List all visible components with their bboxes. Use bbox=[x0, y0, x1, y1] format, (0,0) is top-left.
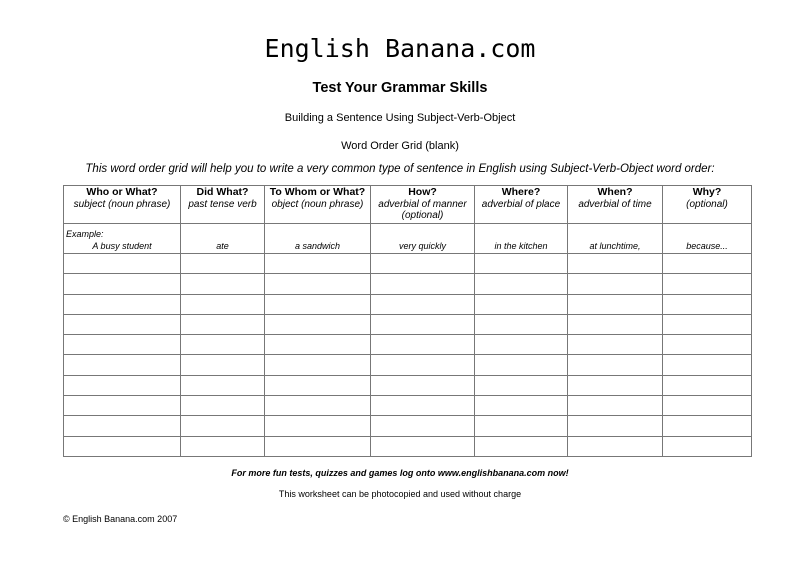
blank-row bbox=[64, 274, 752, 294]
blank-cell[interactable] bbox=[64, 254, 181, 274]
blank-row bbox=[64, 294, 752, 314]
column-header bbox=[568, 186, 663, 224]
blank-cell[interactable] bbox=[568, 274, 663, 294]
column-header bbox=[181, 186, 265, 224]
page-title: Test Your Grammar Skills bbox=[312, 80, 488, 96]
column-subtitle: subject (noun phrase) bbox=[73, 198, 171, 210]
column-subtitle: past tense verb bbox=[188, 198, 257, 210]
blank-cell[interactable] bbox=[265, 294, 371, 314]
blank-cell[interactable] bbox=[265, 355, 371, 375]
blank-cell[interactable] bbox=[265, 396, 371, 416]
blank-cell[interactable] bbox=[371, 355, 475, 375]
example-text: in the kitchen bbox=[494, 241, 548, 251]
blank-cell[interactable] bbox=[475, 396, 568, 416]
blank-cell[interactable] bbox=[265, 314, 371, 334]
blank-cell[interactable] bbox=[371, 274, 475, 294]
column-subtitle: adverbial of place bbox=[481, 198, 561, 210]
blank-row bbox=[64, 335, 752, 355]
blank-cell[interactable] bbox=[475, 274, 568, 294]
column-header bbox=[265, 186, 371, 224]
blank-cell[interactable] bbox=[663, 314, 752, 334]
subtitle-grid: Word Order Grid (blank) bbox=[341, 140, 459, 152]
blank-cell[interactable] bbox=[181, 375, 265, 395]
column-title: Where? bbox=[501, 186, 541, 198]
blank-cell[interactable] bbox=[181, 355, 265, 375]
example-text: at lunchtime, bbox=[589, 241, 641, 251]
blank-cell[interactable] bbox=[371, 396, 475, 416]
column-title: To Whom or What? bbox=[269, 186, 366, 198]
column-title: How? bbox=[408, 186, 437, 198]
copyright: © English Banana.com 2007 bbox=[63, 514, 178, 524]
subtitle: Building a Sentence Using Subject-Verb-Object bbox=[284, 112, 516, 124]
blank-cell[interactable] bbox=[265, 436, 371, 456]
example-cell bbox=[265, 224, 371, 254]
blank-cell[interactable] bbox=[568, 254, 663, 274]
example-label: Example: bbox=[66, 229, 104, 239]
blank-cell[interactable] bbox=[475, 335, 568, 355]
blank-cell[interactable] bbox=[64, 335, 181, 355]
photocopy-note: This worksheet can be photocopied and used without charge bbox=[278, 489, 522, 499]
blank-row bbox=[64, 254, 752, 274]
blank-cell[interactable] bbox=[181, 294, 265, 314]
column-title: When? bbox=[597, 186, 633, 198]
blank-cell[interactable] bbox=[64, 396, 181, 416]
example-cell bbox=[663, 224, 752, 254]
blank-cell[interactable] bbox=[371, 294, 475, 314]
blank-cell[interactable] bbox=[475, 375, 568, 395]
promo-text: For more fun tests, quizzes and games log onto www.englishbanana.com now! bbox=[231, 468, 569, 478]
blank-cell[interactable] bbox=[663, 254, 752, 274]
blank-cell[interactable] bbox=[371, 416, 475, 436]
blank-cell[interactable] bbox=[663, 335, 752, 355]
example-cell bbox=[64, 224, 181, 254]
blank-row bbox=[64, 375, 752, 395]
blank-cell[interactable] bbox=[265, 375, 371, 395]
blank-cell[interactable] bbox=[181, 254, 265, 274]
column-header bbox=[475, 186, 568, 224]
column-title: Did What? bbox=[196, 186, 249, 198]
blank-cell[interactable] bbox=[371, 436, 475, 456]
blank-cell[interactable] bbox=[568, 375, 663, 395]
example-cell bbox=[475, 224, 568, 254]
blank-cell[interactable] bbox=[568, 314, 663, 334]
blank-cell[interactable] bbox=[568, 416, 663, 436]
example-text: ate bbox=[216, 241, 229, 251]
example-text: because... bbox=[686, 241, 728, 251]
blank-cell[interactable] bbox=[181, 416, 265, 436]
blank-cell[interactable] bbox=[568, 355, 663, 375]
blank-cell[interactable] bbox=[181, 396, 265, 416]
example-row bbox=[64, 224, 752, 254]
blank-cell[interactable] bbox=[265, 274, 371, 294]
blank-cell[interactable] bbox=[663, 375, 752, 395]
blank-cell[interactable] bbox=[265, 254, 371, 274]
blank-cell[interactable] bbox=[371, 254, 475, 274]
blank-cell[interactable] bbox=[663, 355, 752, 375]
blank-cell[interactable] bbox=[475, 355, 568, 375]
blank-row bbox=[64, 416, 752, 436]
column-title: Who or What? bbox=[86, 186, 158, 198]
blank-cell[interactable] bbox=[663, 274, 752, 294]
blank-cell[interactable] bbox=[64, 274, 181, 294]
blank-cell[interactable] bbox=[265, 335, 371, 355]
blank-cell[interactable] bbox=[475, 254, 568, 274]
blank-cell[interactable] bbox=[181, 335, 265, 355]
blank-cell[interactable] bbox=[371, 335, 475, 355]
example-text: A busy student bbox=[92, 241, 152, 251]
blank-cell[interactable] bbox=[181, 314, 265, 334]
example-text: a sandwich bbox=[294, 241, 341, 251]
example-text: very quickly bbox=[398, 241, 446, 251]
blank-cell[interactable] bbox=[663, 436, 752, 456]
example-cell bbox=[568, 224, 663, 254]
blank-cell[interactable] bbox=[568, 335, 663, 355]
blank-row bbox=[64, 314, 752, 334]
word-order-grid bbox=[63, 185, 752, 457]
blank-cell[interactable] bbox=[568, 294, 663, 314]
column-header bbox=[663, 186, 752, 224]
blank-cell[interactable] bbox=[475, 436, 568, 456]
blank-row bbox=[64, 396, 752, 416]
column-subtitle: adverbial of time bbox=[578, 198, 652, 210]
blank-cell[interactable] bbox=[265, 416, 371, 436]
blank-cell[interactable] bbox=[181, 274, 265, 294]
blank-cell[interactable] bbox=[475, 416, 568, 436]
example-cell bbox=[181, 224, 265, 254]
blank-cell[interactable] bbox=[64, 355, 181, 375]
column-subtitle: object (noun phrase) bbox=[271, 198, 364, 210]
blank-cell[interactable] bbox=[663, 396, 752, 416]
logo: English Banana.com bbox=[264, 34, 536, 63]
header-row bbox=[64, 186, 752, 224]
blank-cell[interactable] bbox=[475, 314, 568, 334]
blank-cell[interactable] bbox=[475, 294, 568, 314]
blank-cell[interactable] bbox=[64, 294, 181, 314]
intro-text: This word order grid will help you to write a very common type of sentence in English using Subject-Verb-Object word order: bbox=[85, 163, 715, 175]
column-title: Why? bbox=[692, 186, 722, 198]
blank-cell[interactable] bbox=[181, 436, 265, 456]
column-header bbox=[64, 186, 181, 224]
blank-cell[interactable] bbox=[371, 375, 475, 395]
blank-cell[interactable] bbox=[568, 396, 663, 416]
blank-cell[interactable] bbox=[663, 294, 752, 314]
blank-row bbox=[64, 436, 752, 456]
column-subtitle: (optional) bbox=[686, 198, 728, 210]
example-cell bbox=[371, 224, 475, 254]
column-subtitle: adverbial of manner (optional) bbox=[378, 198, 467, 221]
blank-cell[interactable] bbox=[663, 416, 752, 436]
blank-cell[interactable] bbox=[568, 436, 663, 456]
blank-cell[interactable] bbox=[64, 416, 181, 436]
blank-row bbox=[64, 355, 752, 375]
blank-cell[interactable] bbox=[64, 314, 181, 334]
blank-cell[interactable] bbox=[64, 436, 181, 456]
column-header bbox=[371, 186, 475, 224]
blank-cell[interactable] bbox=[64, 375, 181, 395]
blank-cell[interactable] bbox=[371, 314, 475, 334]
